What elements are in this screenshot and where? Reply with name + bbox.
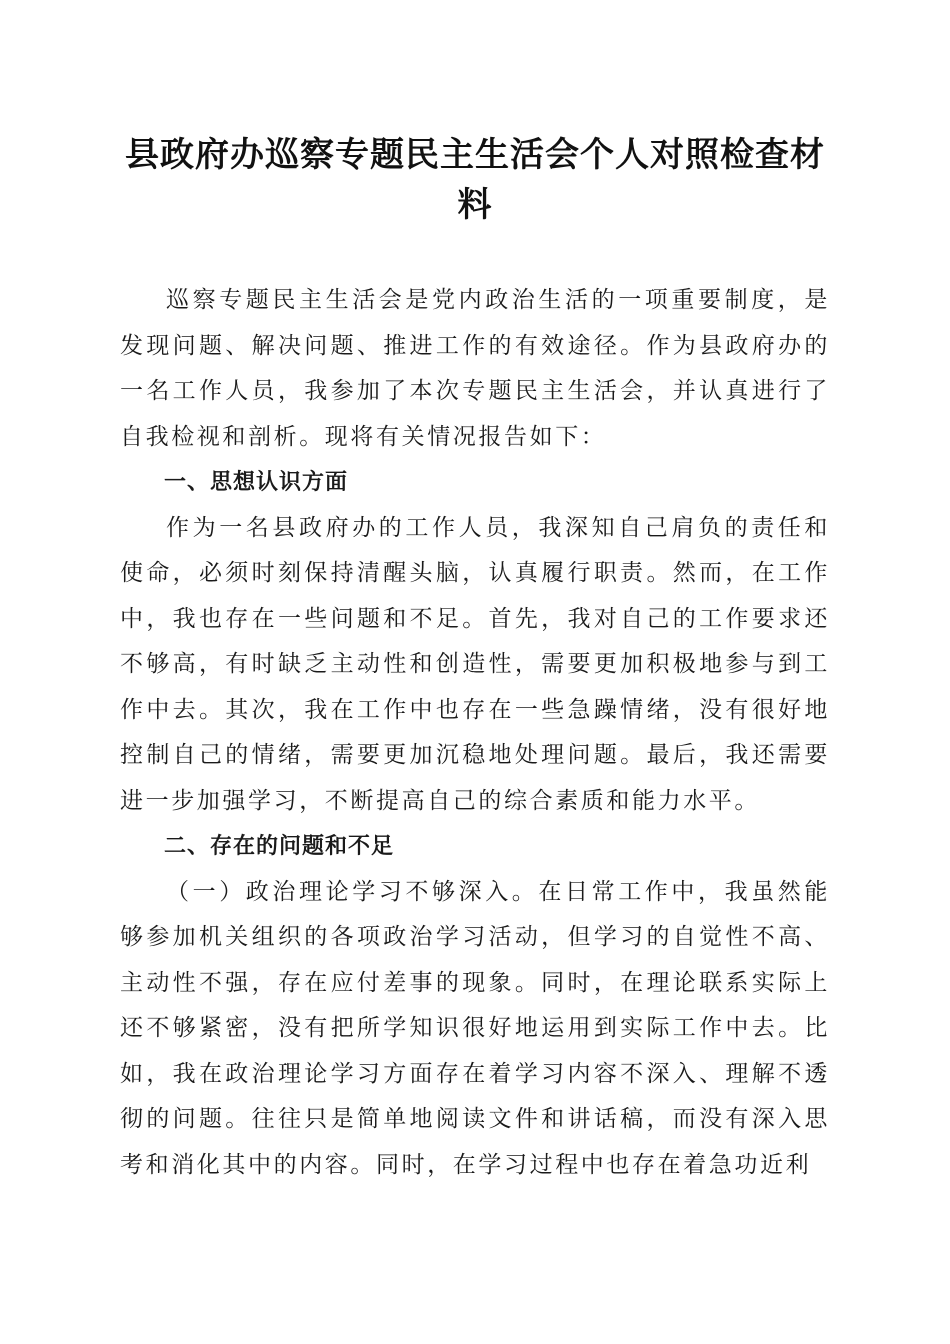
document-body [120, 278, 830, 1188]
document-title: 县政府办巡察专题民主生活会个人对照检查材料 [125, 135, 825, 225]
ideology-paragraph: 作为一名县政府办的工作人员，我深知自己肩负的责任和使命，必须时刻保持清醒头脑，认真履行职责。然而，在工作中，我也存在一些问题和不足。首先，我对自己的工作要求还不够高，有时缺乏主动性和创造性，需要更加积极地参与到工作中去。其次，我在工作中也存在一些急躁情绪，没有很好地控制自己的情绪，需要更加沉稳地处理问题。最后，我还需要进一步加强学习，不断提高自己的综合素质和能力水平。 [120, 514, 830, 814]
section-heading-problems: 二、存在的问题和不足 [164, 834, 395, 859]
section-heading-ideology: 一、思想认识方面 [164, 470, 349, 495]
intro-paragraph: 巡察专题民主生活会是党内政治生活的一项重要制度，是发现问题、解决问题、推进工作的有效途径。作为县政府办的一名工作人员，我参加了本次专题民主生活会，并认真进行了自我检视和剖析。现将有关情况报告如下： [120, 287, 830, 450]
problems-paragraph: （一）政治理论学习不够深入。在日常工作中，我虽然能够参加机关组织的各项政治学习活动，但学习的自觉性不高、主动性不强，存在应付差事的现象。同时，在理论联系实际上还不够紧密，没有把所学知识很好地运用到实际工作中去。比如，我在政治理论学习方面存在着学习内容不深入、理解不透彻的问题。往往只是简单地阅读文件和讲话稿，而没有深入思考和消化其中的内容。同时，在学习过程中也存在着急功近利 [120, 878, 830, 1178]
